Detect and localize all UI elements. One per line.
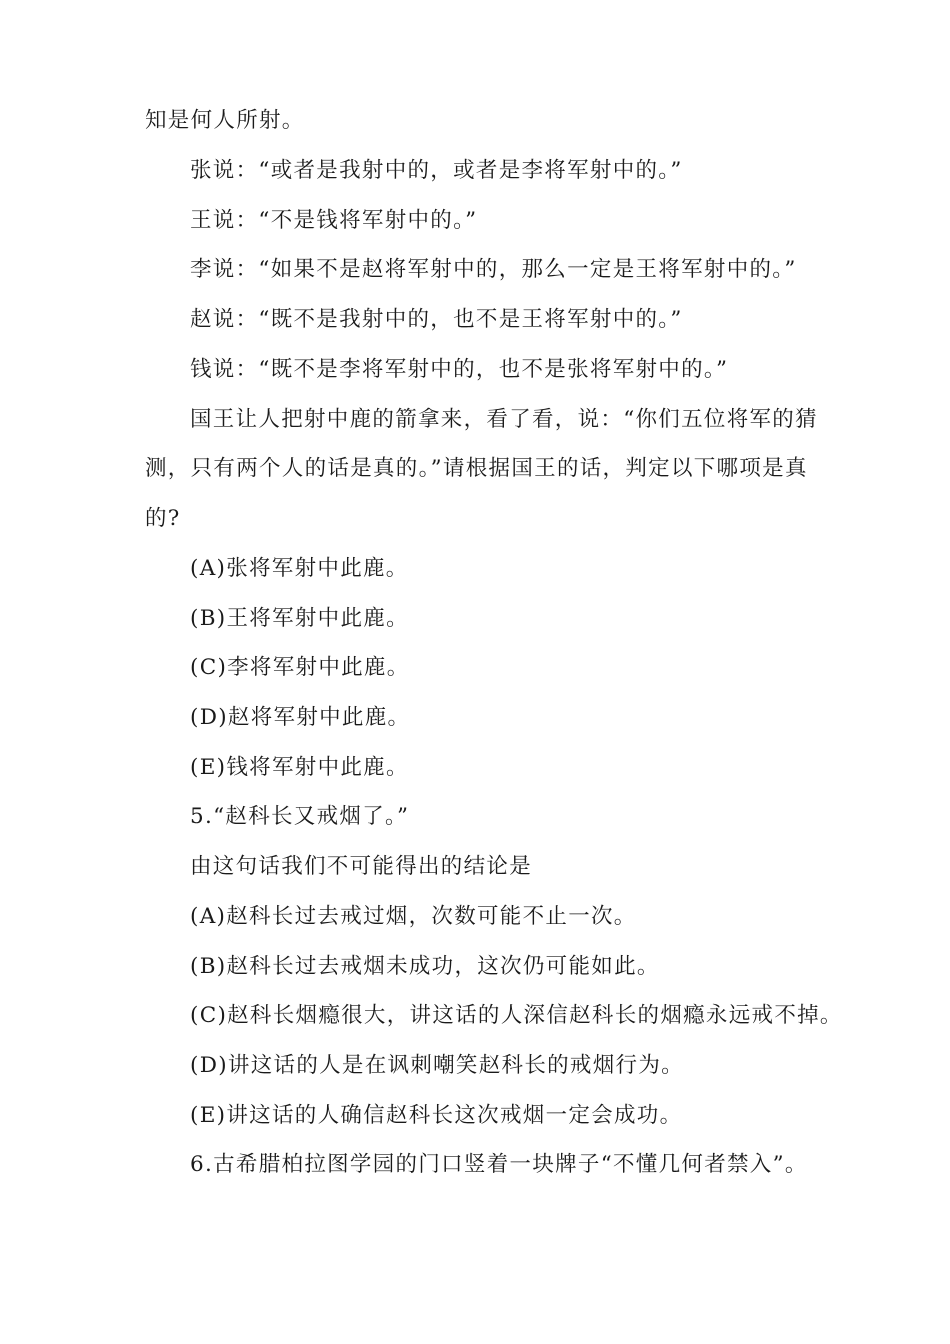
option-d: (D)赵将军射中此鹿。 (190, 705, 411, 730)
question-5-prompt: 由这句话我们不可能得出的结论是 (190, 854, 533, 879)
option-a: (A)张将军射中此鹿。 (190, 556, 409, 581)
paragraph-line: 测，只有两个人的话是真的。”请根据国王的话，判定以下哪项是真 (145, 456, 808, 481)
option-c: (C)赵科长烟瘾很大，讲这话的人深信赵科长的烟瘾永远戒不掉。 (190, 1003, 843, 1028)
statement-li: 李说：“如果不是赵将军射中的，那么一定是王将军射中的。” (190, 257, 797, 282)
question-5: 5.“赵科长又戒烟了。” (190, 804, 410, 829)
paragraph-line: 国王让人把射中鹿的箭拿来，看了看，说：“你们五位将军的猜 (190, 407, 818, 432)
paragraph-line: 的? (145, 506, 181, 531)
option-d: (D)讲这话的人是在讽刺嘲笑赵科长的戒烟行为。 (190, 1053, 684, 1078)
question-6: 6.古希腊柏拉图学园的门口竖着一块牌子“不懂几何者禁入”。 (190, 1152, 808, 1177)
statement-zhang: 张说：“或者是我射中的，或者是李将军射中的。” (190, 158, 683, 183)
option-e: (E)钱将军射中此鹿。 (190, 755, 409, 780)
option-a: (A)赵科长过去戒过烟，次数可能不止一次。 (190, 904, 637, 929)
text-line: 知是何人所射。 (145, 108, 305, 133)
statement-qian: 钱说：“既不是李将军射中的，也不是张将军射中的。” (190, 357, 729, 382)
option-b: (B)赵科长过去戒烟未成功，这次仍可能如此。 (190, 954, 660, 979)
option-c: (C)李将军射中此鹿。 (190, 655, 410, 680)
statement-wang: 王说：“不是钱将军射中的。” (190, 208, 478, 233)
option-b: (B)王将军射中此鹿。 (190, 606, 409, 631)
statement-zhao: 赵说：“既不是我射中的，也不是王将军射中的。” (190, 307, 683, 332)
option-e: (E)讲这话的人确信赵科长这次戒烟一定会成功。 (190, 1103, 683, 1128)
